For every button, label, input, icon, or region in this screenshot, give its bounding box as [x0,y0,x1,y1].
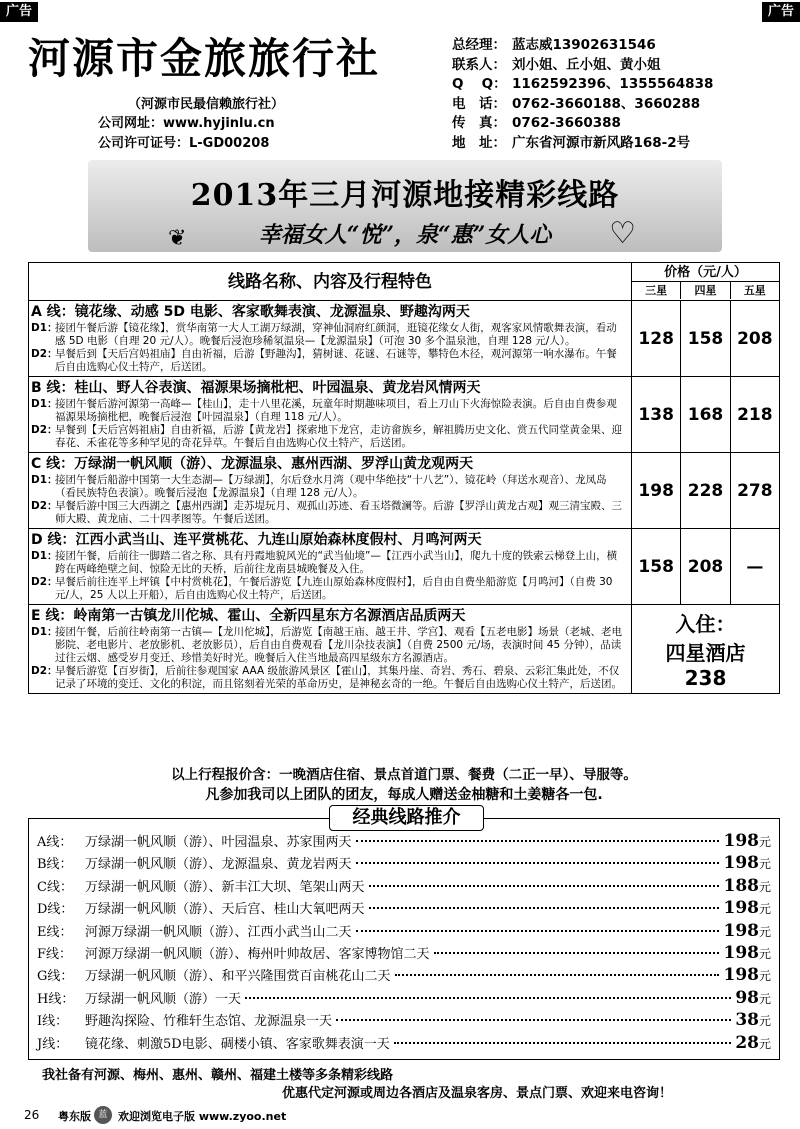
route-name: 镜花缘、刺激5D电影、碉楼小镇、客家歌舞表演一天 [85,1036,390,1052]
route-e [29,605,779,693]
banner [88,160,722,252]
route-name: 野趣沟探险、竹稚轩生态馆、龙源温泉一天 [85,1014,333,1030]
contact-label: 联系人： [452,56,506,73]
page-number: 26 [24,1108,40,1122]
price-unit: 元 [758,1014,771,1029]
price-unit: 元 [758,879,771,894]
day-label: D2： [31,424,58,436]
company-license: 公司许可证号：L-GD00208 [98,136,270,151]
list-item [37,853,771,875]
price-4star: 208 [680,529,729,604]
contact-row [452,36,792,56]
day-label: D1： [31,474,58,486]
route-description [29,301,631,376]
price-4star: 158 [680,301,729,376]
price-3star: 198 [638,480,674,501]
route-day [31,500,627,526]
contact-row [452,134,792,154]
banner-title: 2013年三月河源地接精彩线路 [190,178,620,213]
route-c [29,453,779,529]
price-3star: 138 [638,404,674,425]
route-title: C 线：万绿湖一帆风顺（游）、龙源温泉、惠州西湖、罗浮山黄龙观两天 [31,456,474,472]
price-4star: 168 [680,377,729,452]
day-text: 接团午餐后游河源第一高峰—【桂山】，走十八里花溪，玩童年时期趣味项目，看上刀山下火海惊险表演。后自由自费参观福源果场摘枇杷，晚餐后浸泡【叶园温泉】（自理 118 元/人）。 [55,398,617,423]
dot-leader [434,952,720,954]
publisher-site-link[interactable]: 欢迎浏览电子版 www.zyoo.net [118,1110,287,1123]
company-subtitle: （河源市民最信赖旅行社） [128,97,285,112]
dot-leader [369,885,720,887]
route-name: 河源万绿湖一帆风顺（游）、江西小武当山二天 [85,924,352,940]
company-name: 河源市金旅旅行社 [28,34,381,83]
list-item [37,988,771,1010]
ad-tag-right: 广告 [762,2,800,22]
price-includes [28,765,780,805]
route-price: 198 [723,853,759,874]
routes-table [28,262,780,694]
contact-label: 总经理： [452,37,506,53]
route-day [31,322,627,348]
route-price: 198 [723,942,759,963]
list-item [37,921,771,943]
route-day [31,398,627,424]
dot-leader [394,1042,732,1044]
route-name: 万绿湖一帆风顺（游）、和平兴隆围赏百亩桃花山二天 [85,969,391,985]
dot-leader [395,974,720,976]
day-text: 早餐后到【天后宫妈祖庙】自由祈福，后游【野趣沟】，猜树谜、花谜、石谜等，攀特色木径，观河源第一响水瀑布。午餐后自由选购心仪土特产，后送团。 [55,348,617,373]
route-day [31,474,627,500]
route-code: I线： [37,1014,69,1030]
route-title: B 线：桂山、野人谷表演、福源果场摘枇杷、叶园温泉、黄龙岩风情两天 [31,380,481,396]
day-text: 早餐后前往连平上坪镇【中村赏桃花】，午餐后游览【九连山原始森林度假村】，后自由自费坐船游览【月鸣河】（自费 30 元/人，25 人以上开船），后自由选购心仪土特产，后送团。 [55,576,613,601]
list-item [37,876,771,898]
price-4star: 228 [680,453,729,528]
route-a [29,301,779,377]
route-name: 万绿湖一帆风顺（游）一天 [85,991,242,1007]
price-unit: 元 [758,924,771,939]
routes-header-title: 线路名称、内容及行程特色 [228,272,432,292]
route-prices [631,529,779,604]
contact-block [452,36,792,153]
route-title: E 线：岭南第一古镇龙川佗城、霍山、全新四星东方名源酒店品质两天 [31,608,466,624]
star-labels [632,282,779,299]
dot-leader [369,907,720,909]
route-code: D线： [37,902,74,918]
price-unit: 元 [758,1036,771,1051]
route-title: D 线：江西小武当山、连平赏桃花、九连山原始森林度假村、月鸣河两天 [31,532,482,548]
price-header-title: 价格（元/人） [632,263,779,282]
route-code: A线： [37,835,73,850]
page-footer [0,1104,800,1129]
contact-value: 刘小姐、丘小姐、黄小姐 [512,56,661,73]
day-text: 接团午餐后船游中国第一大生态湖—【万绿湖】，尔后登水月湾（观中华绝技“十八艺”）、镜花岭（拜送水观音）、龙凤岛（看民族特色表演）。晚餐后浸泡【龙源温泉】（自理 128 元/人）。 [55,474,607,499]
star-label-5: 五星 [730,282,779,299]
day-text: 早餐后游览【百岁街】，后前往参观国家 AAA 级旅游风景区【霍山】，其集丹崖、奇岩、秀石、碧泉、云彩汇集此处，不仅记录了环境的变迁、文化的积淀，而且铭刻着光荣的革命历史，是神秘玄奇的一绝。午餐后自由选购心仪土特产，后送团。 [55,665,622,690]
contact-label: 电 话： [452,95,506,112]
route-name: 万绿湖一帆风顺（游）、龙源温泉、黄龙岩两天 [85,857,352,873]
route-description [29,605,631,693]
route-code: G线： [37,969,74,985]
day-label: D2： [31,348,58,360]
stay-hotel: 四星酒店 [665,641,746,665]
contact-value: 0762-3660188、3660288 [512,95,701,112]
stay-price: 238 [684,666,727,690]
contact-value: 广东省河源市新风路168-2号 [512,134,691,151]
route-title: A 线：镜花缘、动感 5D 电影、客家歌舞表演、龙源温泉、野趣沟两天 [31,304,470,320]
route-code: C线： [37,879,73,895]
day-text: 接团午餐，后前往一脚踏二省之称、具有丹霞地貌风光的“武当仙境”—【江西小武当山】，爬九十度的铁索云梯登上山，横跨在两峰绝壁之间、惊险无比的天桥，后前往龙南县城晚餐及入住。 [55,550,618,575]
route-price: 198 [723,898,759,919]
day-label: D1： [31,322,58,334]
list-item [37,1033,771,1055]
dot-leader [356,930,720,932]
route-day [31,348,627,374]
footer-note-1: 我社备有河源、梅州、惠州、赣州、福建土楼等多条精彩线路 [42,1068,394,1083]
price-unit: 元 [758,902,771,917]
day-text: 接团午餐后游【镜花缘】，赏华南第一大人工湖万绿湖，穿神仙洞府红颜洞，逛镜花缘女人街，观客家风情歌舞表演，看动感 5D 电影（自理 20 元/人）。晚餐后浸泡珍稀氡温泉—【龙源温泉】（可泡 30 多个温泉池，自理 128 元/人）。 [55,322,617,347]
dot-leader [356,840,720,842]
route-prices [631,301,779,376]
contact-row [452,56,792,76]
list-item [37,965,771,987]
list-item [37,831,771,853]
route-price: 198 [723,920,759,941]
list-item [37,943,771,965]
classic-routes [28,807,780,1060]
price-unit: 元 [758,991,771,1006]
day-label: D2： [31,500,58,512]
route-day [31,665,627,691]
dot-leader [336,1019,731,1021]
contact-label: 地 址： [452,134,506,151]
route-day [31,550,627,576]
route-code: J线： [37,1036,69,1052]
classic-routes-list [37,831,771,1055]
classic-routes-title: 经典线路推介 [329,805,484,831]
day-text: 早餐后游中国三大西湖之【惠州西湖】走苏堤玩月、观孤山苏迹、看玉塔微澜等。后游【罗浮山黄龙古观】观三清宝殿、三师大殿、黄龙庙、二十四孝图等。午餐后送团。 [55,500,622,525]
route-price: 198 [723,831,759,851]
route-name: 万绿湖一帆风顺（游）、新丰江大坝、笔架山两天 [85,879,365,895]
stay-label: 入住： [675,612,736,636]
contact-row [452,95,792,115]
price-5star: 208 [730,301,779,376]
route-prices [631,377,779,452]
heart-icon: ♡ [609,216,636,251]
day-label: D2： [31,665,58,677]
route-name: 万绿湖一帆风顺（游）、天后宫、桂山大氧吧两天 [85,902,365,918]
route-price: 38 [735,1010,759,1031]
list-item [37,898,771,920]
route-price: 28 [735,1032,759,1053]
route-name: 万绿湖一帆风顺（游）、叶园温泉、苏家围两天 [85,835,352,850]
route-code: B线： [37,857,73,873]
contact-row [452,114,792,134]
star-label-4: 四星 [680,282,729,299]
contact-value: 蓝志威13902631546 [512,37,656,53]
price-unit: 元 [758,946,771,961]
route-code: F线： [37,946,73,962]
day-label: D1： [31,626,58,638]
day-label: D2： [31,576,58,588]
company-website[interactable]: 公司网址：www.hyjinlu.cn [98,116,275,131]
routes-table-header [29,263,779,301]
swirl-icon: ❦ [168,226,187,251]
route-price: 198 [723,965,759,986]
contact-value: 0762-3660388 [512,115,621,131]
banner-slogan: 幸福女人“悦”，泉“惠”女人心 [258,222,552,248]
dot-leader [356,862,720,864]
price-unit: 元 [758,857,771,872]
route-code: H线： [37,991,75,1007]
day-label: D1： [31,550,58,562]
contact-value: 1162592396、1355564838 [512,76,714,92]
price-unit: 元 [758,969,771,984]
includes-line-2: 凡参加我司以上团队的团友，每成人赠送金柚糖和土姜糖各一包. [205,787,603,803]
ad-tag-left: 广告 [0,2,38,22]
route-day [31,576,627,602]
price-5star: 218 [730,377,779,452]
route-code: E线： [37,924,73,940]
route-b [29,377,779,453]
route-description [29,529,631,604]
footer-note-2: 优惠代定河源或周边各酒店及温泉客房、景点门票、欢迎来电咨询！ [282,1086,673,1101]
contact-label: 传 真： [452,115,506,131]
route-name: 河源万绿湖一帆风顺（游）、梅州叶帅故居、客家博物馆二天 [85,946,430,962]
route-d [29,529,779,605]
day-text: 接团午餐，后前往岭南第一古镇—【龙川佗城】，后游览【南越王庙、越王井、学宫】、观看【五老电影】场景（老城、老电影院、老电影片、老放影机、老放影员），后自由自费观看【龙川杂技表演】（自费 2500 元/场，表演时间 45 分钟），品读过往云烟、感受岁月变迁、珍惜美好时光。晚餐后入住当地最高四星级东方名源酒店。 [55,626,622,664]
route-description [29,377,631,452]
edition-label: 粤东版 [58,1110,91,1123]
stay-info [631,605,779,693]
price-5star: 278 [730,453,779,528]
price-unit: 元 [758,835,771,849]
contact-label: Q Q： [452,76,507,92]
route-price: 188 [723,875,759,896]
route-prices [631,453,779,528]
day-label: D1： [31,398,58,410]
route-day [31,424,627,450]
price-3star: 128 [638,328,674,349]
dot-leader [245,997,731,999]
star-label-3: 三星 [645,284,668,297]
includes-line-1: 以上行程报价含：一晚酒店住宿、景点首道门票、餐费（二正一早）、导服等。 [171,767,637,783]
price-header [631,263,779,300]
contact-row [452,75,792,95]
route-description [29,453,631,528]
price-5star: — [730,529,779,604]
price-3star: 158 [638,556,674,577]
publisher-logo-icon: 蓝 [94,1106,112,1124]
route-price: 98 [735,987,759,1008]
day-text: 早餐到【天后宫妈祖庙】自由祈福，后游【黄龙岩】探索地下龙宫，走访畲族乡，解祖腾历史文化、赏五代同堂黄金果、迎春花、禾雀花等多种罕见的奇花异草。午餐后自由选购心仪土特产，后送团。 [55,424,622,449]
list-item [37,1010,771,1032]
route-day [31,626,627,665]
